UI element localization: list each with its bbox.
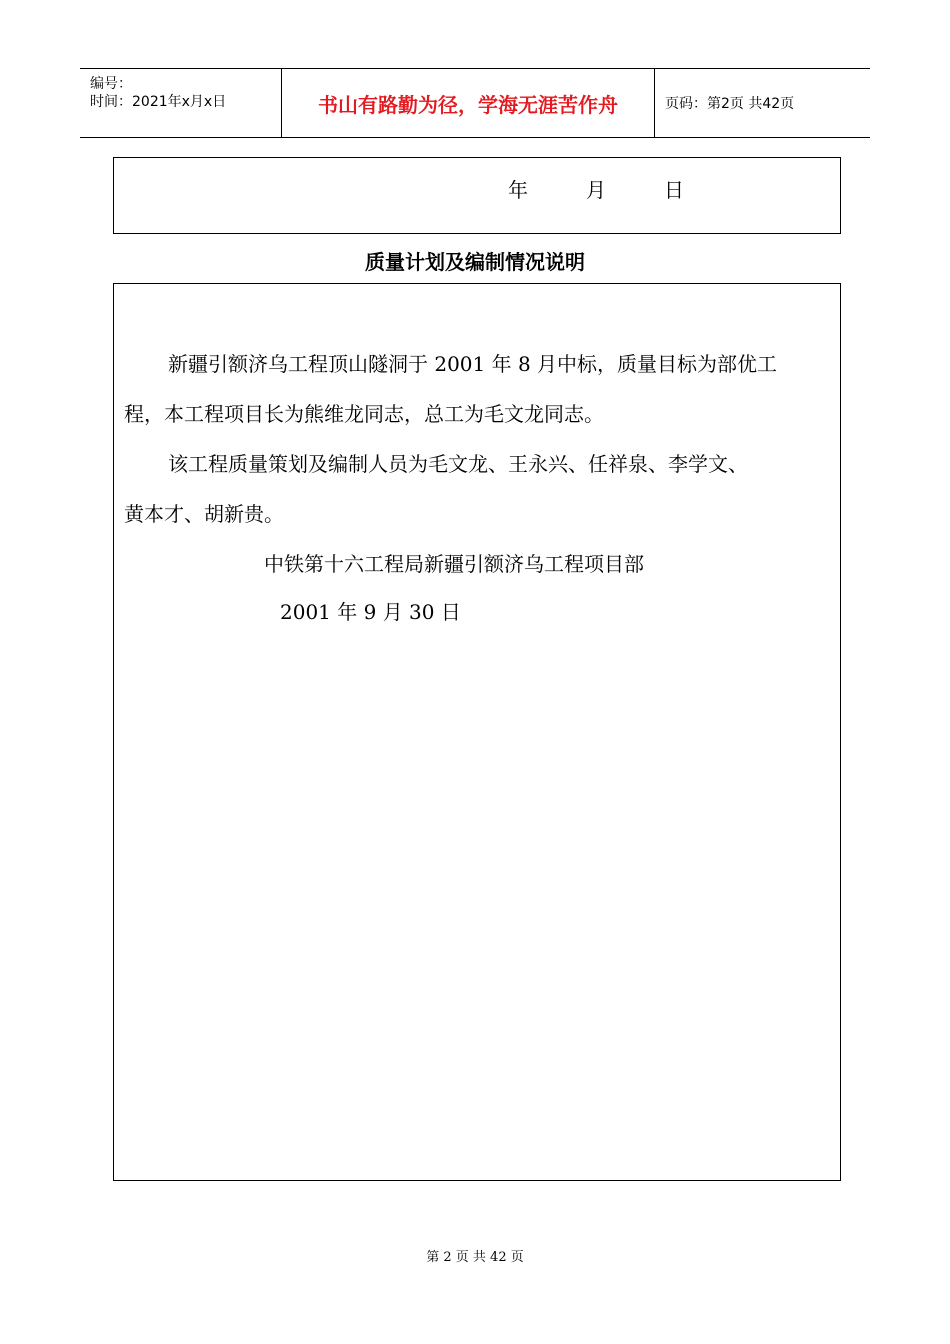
date-signature-box xyxy=(113,157,841,234)
paragraph-1-line-2: 程，本工程项目长为熊维龙同志，总工为毛文龙同志。 xyxy=(124,402,604,426)
motto-text: 书山有路勤为径，学海无涯苦作舟 xyxy=(318,92,618,117)
page-footer: 第 2 页 共 42 页 xyxy=(426,1250,524,1265)
paragraph-2-line-2: 黄本才、胡新贵。 xyxy=(124,502,284,526)
time-label: 时间：2021年x月x日 xyxy=(90,94,227,110)
header-motto-cell xyxy=(282,69,655,137)
organization-signature: 中铁第十六工程局新疆引额济乌工程项目部 xyxy=(264,552,644,576)
page-header xyxy=(80,68,870,138)
number-label: 编号： xyxy=(90,76,132,92)
year-label: 年 xyxy=(508,178,528,202)
day-label: 日 xyxy=(664,178,684,202)
header-left-cell xyxy=(80,69,282,137)
page-info: 页码：第2页 共42页 xyxy=(665,96,795,112)
document-title: 质量计划及编制情况说明 xyxy=(365,250,585,274)
content-box xyxy=(113,283,841,1181)
paragraph-2-line-1: 该工程质量策划及编制人员为毛文龙、王永兴、任祥泉、李学文、 xyxy=(168,452,748,476)
signature-date: 2001 年 9 月 30 日 xyxy=(280,600,461,624)
header-page-info-cell xyxy=(655,69,870,137)
month-label: 月 xyxy=(586,178,606,202)
paragraph-1-line-1: 新疆引额济乌工程顶山隧洞于 2001 年 8 月中标，质量目标为部优工 xyxy=(168,352,778,376)
